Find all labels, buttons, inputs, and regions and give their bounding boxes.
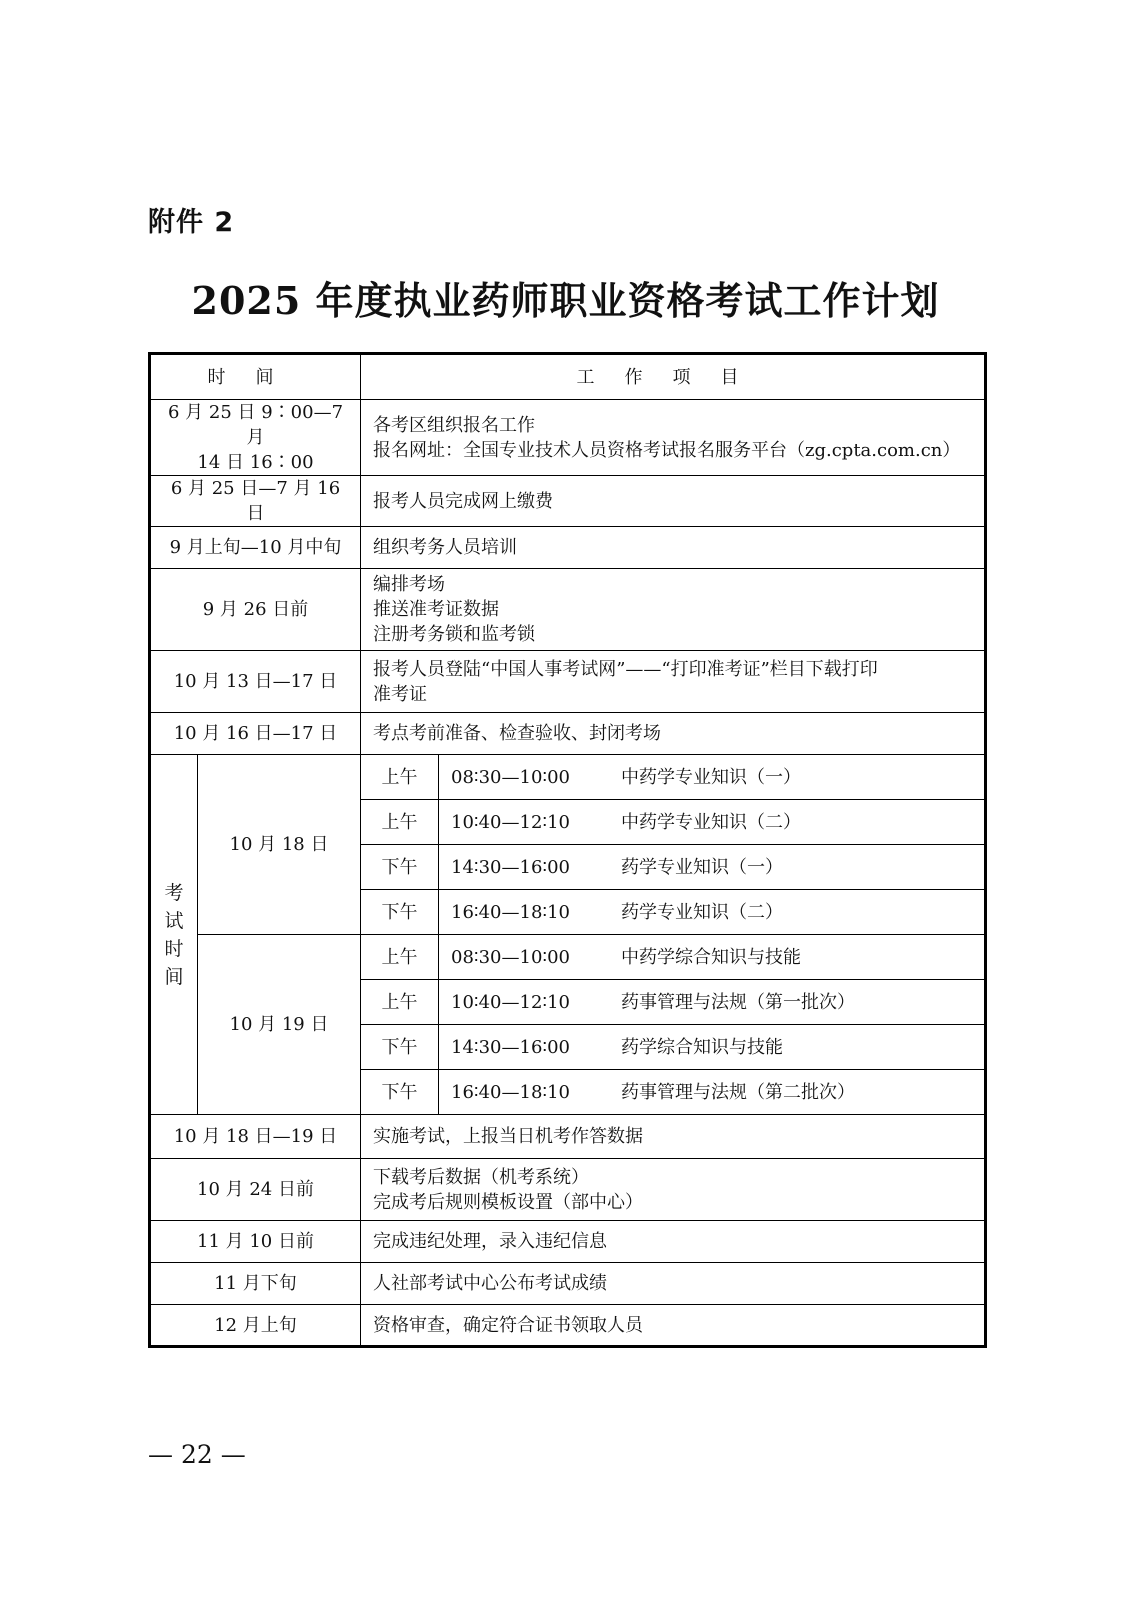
exam-slot: [439, 1070, 986, 1115]
exam-slot-row: [150, 755, 986, 800]
exam-subject: 中药学专业知识（一）: [621, 766, 801, 788]
row-work-items: [361, 1221, 986, 1263]
exam-label-char: 时: [164, 937, 184, 960]
exam-period: 上午: [361, 980, 439, 1025]
exam-subject: 中药学专业知识（二）: [621, 811, 801, 833]
exam-time-range: 08∶30—10∶00: [451, 766, 570, 788]
work-item-line: 完成违纪处理，录入违纪信息: [373, 1231, 607, 1252]
row-work-items: [361, 1159, 986, 1221]
exam-time-range: 14∶30—16∶00: [451, 1036, 570, 1058]
row-time: [150, 1115, 361, 1159]
row-time: [150, 651, 361, 713]
time-line: 14 日 16∶00: [197, 452, 314, 473]
table-row: [150, 1221, 986, 1263]
time-line: 11 月 10 日前: [197, 1231, 314, 1252]
exam-subject: 药事管理与法规（第二批次）: [621, 1081, 855, 1103]
table-row: [150, 569, 986, 651]
time-line: 10 月 13 日—17 日: [173, 671, 338, 692]
row-work-items: [361, 527, 986, 569]
table-row: [150, 1263, 986, 1305]
row-time: [150, 713, 361, 755]
exam-label-char: 考: [164, 881, 184, 904]
time-line: 11 月下旬: [214, 1273, 297, 1294]
exam-time-range: 14∶30—16∶00: [451, 856, 570, 878]
exam-subject: 药学专业知识（一）: [621, 856, 783, 878]
row-time: [150, 1221, 361, 1263]
time-line: 12 月上旬: [214, 1314, 297, 1336]
table-row: [150, 527, 986, 569]
work-item-line: 编排考场: [373, 574, 445, 595]
page-number: — 22 —: [148, 1440, 246, 1469]
time-line: 9 月 26 日前: [202, 599, 309, 620]
exam-slot: [439, 755, 986, 800]
work-item-line: 资格审查，确定符合证书领取人员: [373, 1314, 643, 1336]
time-line: 9 月上旬—10 月中旬: [169, 537, 342, 558]
table-row: [150, 651, 986, 713]
time-line: 6 月 25 日—7 月 16 日: [170, 478, 341, 524]
work-item-line: 完成考后规则模板设置（部中心）: [373, 1191, 643, 1213]
exam-slot: [439, 845, 986, 890]
table-header-row: [150, 354, 986, 400]
exam-period: 下午: [361, 1070, 439, 1115]
row-time: [150, 1159, 361, 1221]
row-time: [150, 476, 361, 527]
exam-time-range: 16∶40—18∶10: [451, 1081, 570, 1103]
exam-date: 10 月 18 日: [198, 755, 361, 935]
attachment-label: 附件 2: [148, 207, 235, 238]
work-item-line: 报考人员登陆“中国人事考试网”——“打印准考证”栏目下载打印: [373, 658, 878, 680]
work-item-line: 下载考后数据（机考系统）: [373, 1166, 589, 1188]
row-time: [150, 1263, 361, 1305]
table-row: [150, 1159, 986, 1221]
table-row: [150, 713, 986, 755]
exam-time-range: 08∶30—10∶00: [451, 946, 570, 968]
exam-time-range: 10∶40—12∶10: [451, 811, 570, 833]
work-item-line: 注册考务锁和监考锁: [373, 624, 535, 645]
exam-subject: 药学综合知识与技能: [621, 1036, 783, 1058]
work-item-line: 人社部考试中心公布考试成绩: [373, 1273, 607, 1294]
exam-slot: [439, 980, 986, 1025]
exam-label-char: 间: [164, 965, 184, 988]
exam-label-char: 试: [164, 909, 184, 932]
table-row: [150, 1305, 986, 1347]
row-work-items: [361, 651, 986, 713]
row-work-items: [361, 713, 986, 755]
exam-period: 上午: [361, 800, 439, 845]
row-work-items: [361, 1305, 986, 1347]
row-time: [150, 527, 361, 569]
exam-subject: 药事管理与法规（第一批次）: [621, 991, 855, 1013]
exam-time-range: 10∶40—12∶10: [451, 991, 570, 1013]
time-line: 10 月 24 日前: [197, 1179, 314, 1200]
exam-subject: 药学专业知识（二）: [621, 901, 783, 923]
exam-slot: [439, 800, 986, 845]
exam-slot-row: [150, 935, 986, 980]
exam-time-label: [150, 755, 198, 1115]
work-item-line: 考点考前准备、检查验收、封闭考场: [373, 723, 661, 744]
row-time: [150, 569, 361, 651]
table-row: [150, 1115, 986, 1159]
header-time: 时间: [150, 354, 361, 400]
time-line: 6 月 25 日 9∶00—7 月: [167, 402, 344, 448]
row-work-items: [361, 476, 986, 527]
table-row: [150, 400, 986, 476]
row-work-items: [361, 569, 986, 651]
exam-subject: 中药学综合知识与技能: [621, 946, 801, 968]
row-work-items: [361, 1115, 986, 1159]
document-title: 2025 年度执业药师职业资格考试工作计划: [191, 278, 940, 323]
exam-period: 上午: [361, 935, 439, 980]
header-work-items: 工作项目: [361, 354, 986, 400]
exam-slot: [439, 935, 986, 980]
work-item-line: 准考证: [373, 683, 427, 705]
work-plan-table: [148, 352, 987, 1348]
exam-period: 下午: [361, 890, 439, 935]
row-work-items: [361, 1263, 986, 1305]
time-line: 10 月 16 日—17 日: [173, 723, 338, 744]
exam-slot: [439, 890, 986, 935]
work-item-line: 实施考试，上报当日机考作答数据: [373, 1126, 643, 1147]
exam-time-range: 16∶40—18∶10: [451, 901, 570, 923]
work-item-line: 报名网址：全国专业技术人员资格考试报名服务平台（zg.cpta.com.cn）: [373, 439, 961, 461]
exam-slot: [439, 1025, 986, 1070]
work-item-line: 组织考务人员培训: [373, 537, 517, 558]
work-item-line: 推送准考证数据: [373, 599, 499, 620]
time-line: 10 月 18 日—19 日: [173, 1126, 338, 1147]
exam-period: 下午: [361, 845, 439, 890]
row-work-items: [361, 400, 986, 476]
table-row: [150, 476, 986, 527]
exam-period: 上午: [361, 755, 439, 800]
work-item-line: 各考区组织报名工作: [373, 414, 535, 436]
row-time: [150, 400, 361, 476]
row-time: [150, 1305, 361, 1347]
work-item-line: 报考人员完成网上缴费: [373, 490, 553, 512]
exam-date: 10 月 19 日: [198, 935, 361, 1115]
exam-period: 下午: [361, 1025, 439, 1070]
